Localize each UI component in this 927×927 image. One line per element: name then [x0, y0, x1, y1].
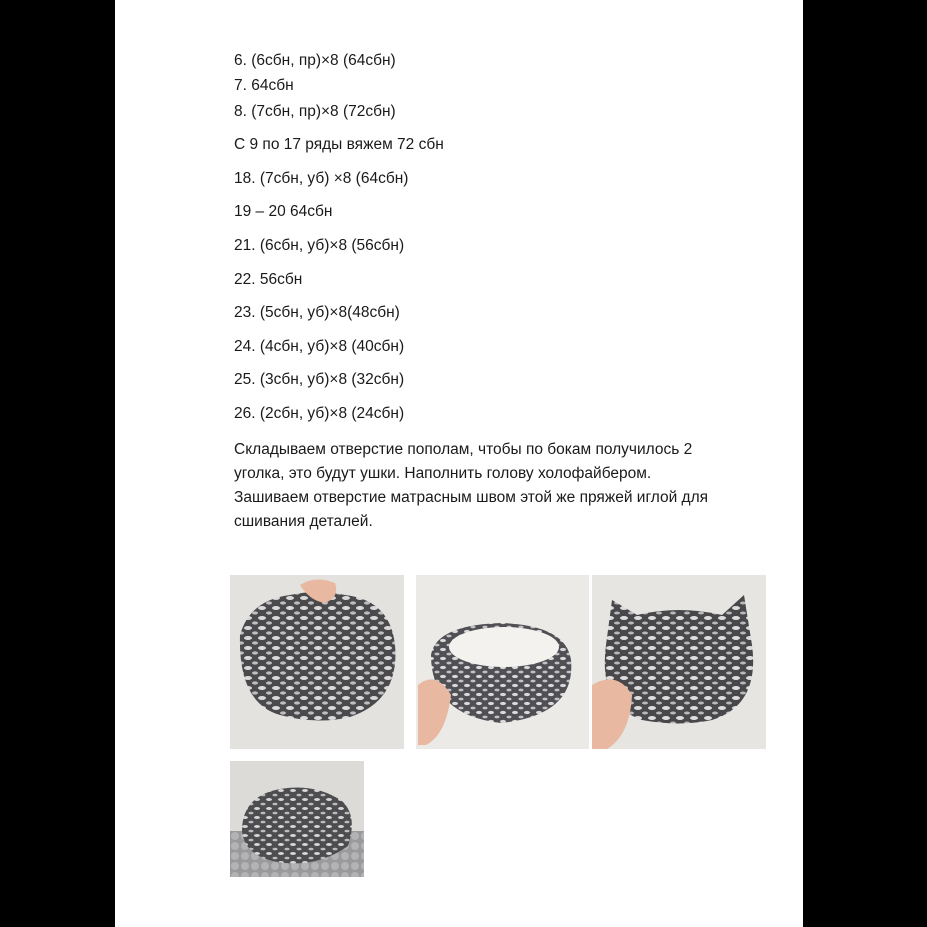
row-23: 23. (5сбн, уб)×8(48сбн)	[234, 304, 400, 321]
photo-head-on-blanket	[230, 761, 364, 877]
knitted-head-flat-image	[230, 575, 404, 749]
paragraph-line: Зашиваем отверстие матрасным швом этой же пряжей иглой для	[234, 489, 709, 506]
paragraph-line: уголка, это будут ушки. Наполнить голову холофайбером.	[234, 465, 652, 482]
row-19-20: 19 – 20 64сбн	[234, 203, 333, 220]
row-7: 7. 64сбн	[234, 77, 294, 94]
row-6: 6. (6сбн, пр)×8 (64сбн)	[234, 52, 396, 69]
row-25: 25. (3сбн, уб)×8 (32сбн)	[234, 371, 405, 388]
row-26: 26. (2сбн, уб)×8 (24сбн)	[234, 405, 405, 422]
paragraph-line: сшивания деталей.	[234, 513, 373, 530]
row-18: 18. (7сбн, уб) ×8 (64сбн)	[234, 170, 409, 187]
knitted-head-ears-image	[592, 575, 766, 749]
row-8: 8. (7сбн, пр)×8 (72сбн)	[234, 103, 396, 120]
row-21: 21. (6сбн, уб)×8 (56сбн)	[234, 237, 405, 254]
document-page	[115, 0, 803, 927]
instructions-paragraph	[234, 438, 774, 534]
photo-head-with-ears	[592, 575, 766, 749]
photo-stuffed-head	[416, 575, 589, 749]
knitted-head-stuffed-image	[416, 575, 589, 749]
row-24: 24. (4сбн, уб)×8 (40сбн)	[234, 338, 405, 355]
row-22: 22. 56сбн	[234, 271, 303, 288]
paragraph-line: Складываем отверстие пополам, чтобы по бокам получилось 2	[234, 441, 693, 458]
knitted-head-blanket-image	[230, 761, 364, 877]
photo-flat-head	[230, 575, 404, 749]
row-9-17: С 9 по 17 ряды вяжем 72 сбн	[234, 136, 444, 153]
